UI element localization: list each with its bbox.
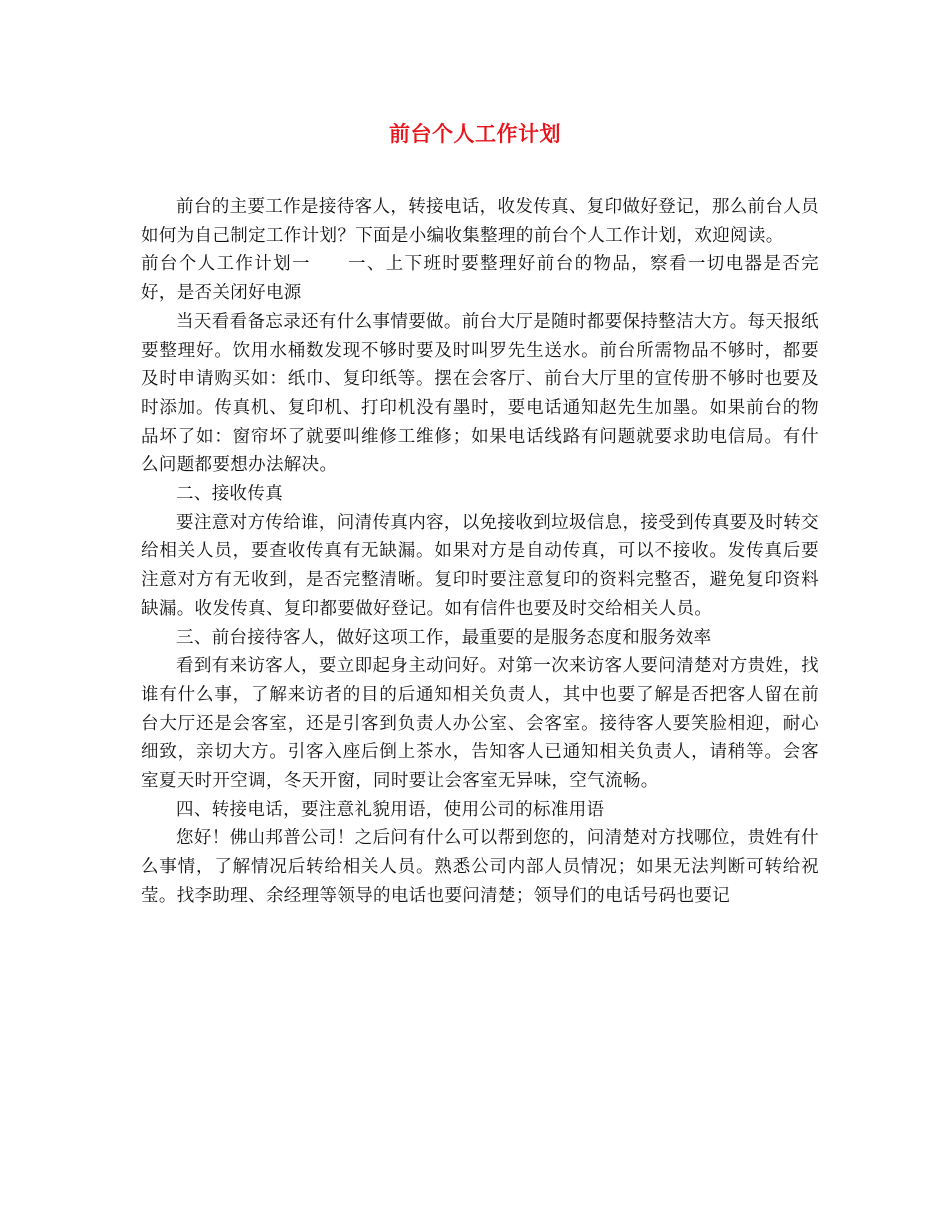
paragraph-phone: 您好！佛山邦普公司！之后问有什么可以帮到您的，问清楚对方找哪位，贵姓有什么事情，了解情况后转给相关人员。熟悉公司内部人员情况；如果无法判断可转给祝莹。找李助理、余经理等领导的电话也要问清楚；领导们的电话号码也要记 — [141, 828, 819, 906]
paragraph-fax: 要注意对方传给谁，问清传真内容，以免接收到垃圾信息，接受到传真要及时转交给相关人员，要查收传真有无缺漏。如果对方是自动传真，可以不接收。发传真后要注意对方有无收到，是否完整清晰。复印时要注意复印的资料完整否，避免复印资料缺漏。收发传真、复印都要做好登记。如有信件也要及时交给相关人员。 — [141, 512, 819, 619]
section-one-heading: 一、上下班时要整理好前台的物品，察看一切电器是否完好，是否关闭好电源 — [141, 254, 820, 304]
section-three-heading: 三、前台接待客人，做好这项工作，最重要的是服务态度和服务效率 — [176, 627, 712, 648]
paragraph-intro: 前台的主要工作是接待客人，转接电话，收发传真、复印做好登记，那么前台人员如何为自己制定工作计划？下面是小编收集整理的前台个人工作计划，欢迎阅读。 — [141, 197, 819, 246]
document-title: 前台个人工作计划 — [389, 121, 561, 146]
paragraph-plan-one — [141, 250, 819, 307]
section-four-heading: 四、转接电话，要注意礼貌用语，使用公司的标准用语 — [176, 799, 605, 820]
paragraph-daily-tasks: 当天看看备忘录还有什么事情要做。前台大厅是随时都要保持整洁大方。每天报纸要整理好。饮用水桶数发现不够时要及时叫罗先生送水。前台所需物品不够时，都要及时申请购买如：纸巾、复印纸等。摆在会客厅、前台大厅里的宣传册不够时也要及时添加。传真机、复印机、打印机没有墨时，要电话通知赵先生加墨。如果前台的物品坏了如：窗帘坏了就要叫维修工维修；如果电话线路有问题就要求助电信局。有什么问题都要想办法解决。 — [141, 311, 819, 476]
plan-heading: 前台个人工作计划一 — [141, 254, 311, 275]
section-two-heading: 二、接收传真 — [176, 484, 284, 505]
document-body — [141, 193, 819, 911]
paragraph-reception: 看到有来访客人，要立即起身主动问好。对第一次来访客人要问清楚对方贵姓，找谁有什么事，了解来访者的目的后通知相关负责人，其中也要了解是否把客人留在前台大厅还是会客室，还是引客到负责人办公室、会客室。接待客人要笑脸相迎，耐心细致，亲切大方。引客入座后倒上茶水，告知客人已通知相关负责人，请稍等。会客室夏天时开空调，冬天开窗，同时要让会客室无异味，空气流畅。 — [141, 656, 819, 792]
